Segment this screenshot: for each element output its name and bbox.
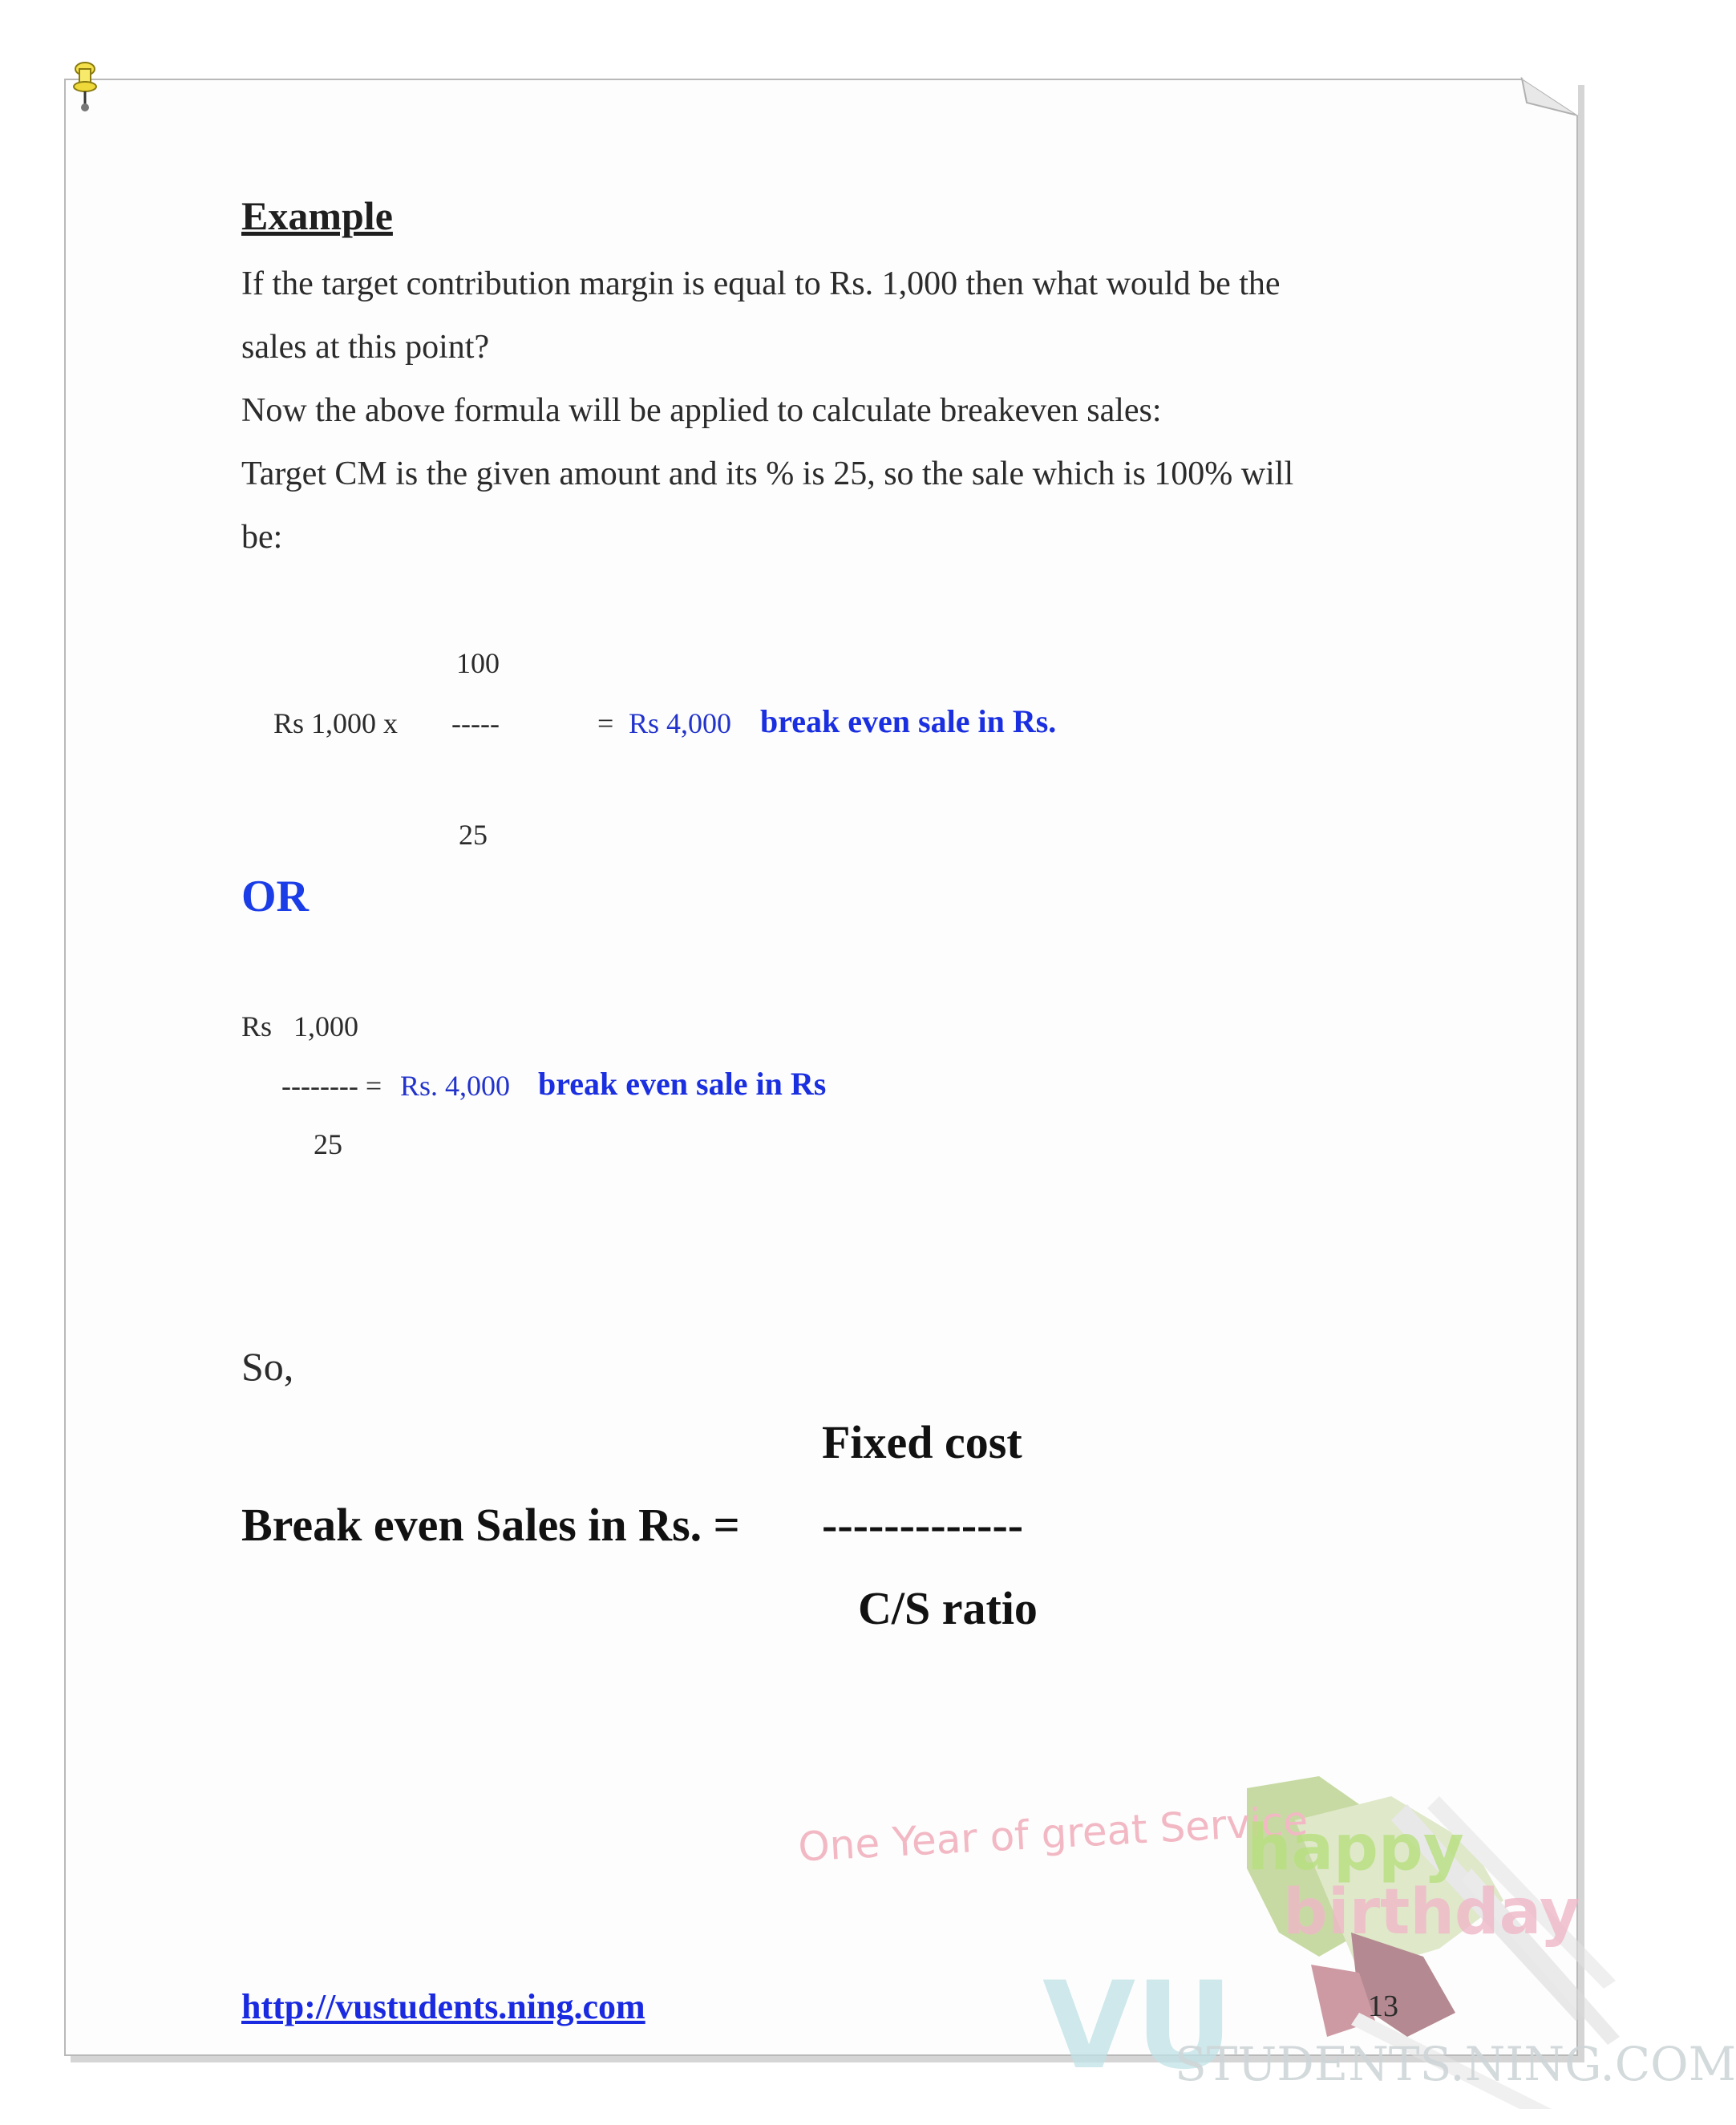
page-curl-icon bbox=[1522, 79, 1578, 115]
calc1-lhs: Rs 1,000 x bbox=[273, 707, 399, 739]
watermark-happy: happy bbox=[1247, 1812, 1464, 1884]
calc1-dashes: ----- bbox=[451, 707, 500, 739]
paragraph-line: Target CM is the given amount and its % is 25, so the sale which is 100% will bbox=[241, 455, 1294, 492]
calc2-label: break even sale in Rs bbox=[538, 1066, 827, 1102]
or-label: OR bbox=[241, 872, 309, 921]
formula-lhs: Break even Sales in Rs. = bbox=[241, 1499, 740, 1551]
page-number: 13 bbox=[1368, 1989, 1398, 2023]
watermark-students: STUDENTS.NING.COM bbox=[1175, 2037, 1736, 2091]
calc2-dashes: -------- = bbox=[281, 1070, 382, 1102]
calc1-label: break even sale in Rs. bbox=[760, 703, 1057, 739]
calc2-numerator: Rs 1,000 bbox=[241, 1010, 359, 1042]
formula-denominator: C/S ratio bbox=[858, 1582, 1038, 1634]
example-heading: Example bbox=[241, 193, 393, 238]
paragraph-line: be: bbox=[241, 519, 283, 556]
calc1-denominator: 25 bbox=[459, 819, 488, 851]
formula-numerator: Fixed cost bbox=[822, 1416, 1022, 1468]
calc1-numerator: 100 bbox=[456, 647, 500, 679]
paragraph-line: Now the above formula will be applied to calculate breakeven sales: bbox=[241, 392, 1162, 429]
paragraph-line: If the target contribution margin is equal to Rs. 1,000 then what would be the bbox=[241, 265, 1281, 302]
calc2-result: Rs. 4,000 bbox=[400, 1070, 511, 1102]
paragraph-line: sales at this point? bbox=[241, 329, 490, 366]
watermark-vu: VU bbox=[1042, 1957, 1233, 2096]
calc1-equals: = bbox=[597, 707, 614, 739]
watermark-tagline: One Year of great Service bbox=[796, 1797, 1309, 1871]
watermark-birthday: birthday bbox=[1283, 1876, 1580, 1949]
calc2-denominator: 25 bbox=[314, 1128, 342, 1160]
calc1-result: Rs 4,000 bbox=[629, 707, 732, 739]
watermark-graphic bbox=[796, 1772, 1736, 2109]
so-text: So, bbox=[241, 1344, 294, 1389]
formula-dashes: ------------- bbox=[822, 1499, 1024, 1551]
pushpin-icon bbox=[71, 61, 99, 112]
footer-link[interactable]: http://vustudents.ning.com bbox=[241, 1987, 645, 2026]
